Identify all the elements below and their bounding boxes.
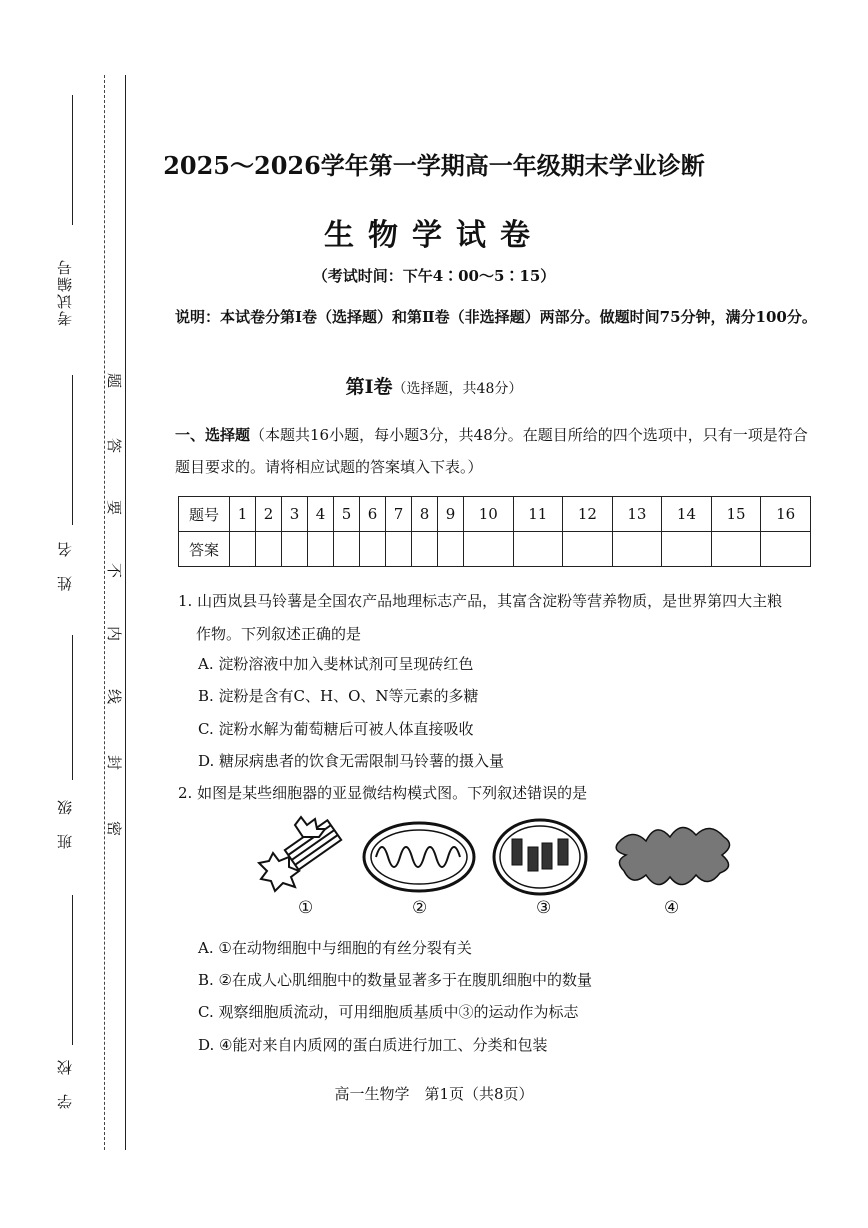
question-number: 6 (360, 497, 386, 532)
name-label: 姓 名 (56, 540, 74, 591)
answer-cell[interactable] (230, 532, 256, 567)
seal-char: 答 (105, 437, 124, 454)
part-title: 第Ⅰ卷 (345, 376, 393, 398)
seal-char: 不 (105, 562, 124, 579)
question-number: 12 (563, 497, 613, 532)
q1-option-d: D. 糖尿病患者的饮食无需限制马铃薯的摄入量 (198, 752, 505, 770)
table-row (179, 497, 811, 532)
answer-cell[interactable] (563, 532, 613, 567)
seal-char: 题 (105, 372, 124, 389)
answer-cell[interactable] (464, 532, 514, 567)
question-number: 11 (513, 497, 563, 532)
answer-cell[interactable] (282, 532, 308, 567)
q2-stem: 2. 如图是某些细胞器的亚显微结构模式图。下列叙述错误的是 (178, 784, 588, 802)
question-number: 14 (662, 497, 712, 532)
q2-option-b: B. ②在成人心肌细胞中的数量显著多于在腹肌细胞中的数量 (198, 971, 593, 989)
question-number: 10 (464, 497, 514, 532)
part-subtitle: （选择题，共48分） (392, 381, 523, 397)
seal-char: 线 (105, 688, 124, 705)
figure-label-2: ② (412, 898, 428, 918)
mitochondrion-figure (360, 815, 478, 895)
q1-option-b: B. 淀粉是含有C、H、O、N等元素的多糖 (198, 687, 479, 705)
figure-label-3: ③ (536, 898, 552, 918)
answer-cell[interactable] (386, 532, 412, 567)
answer-cell[interactable] (438, 532, 464, 567)
exam-no-label: 考试编号 (56, 258, 74, 326)
answer-cell[interactable] (308, 532, 334, 567)
answer-cell[interactable] (256, 532, 282, 567)
figure-label-1: ① (298, 898, 314, 918)
question-number: 15 (711, 497, 761, 532)
q2-option-c: C. 观察细胞质流动，可用细胞质基质中③的运动作为标志 (198, 1003, 579, 1021)
question-number: 2 (256, 497, 282, 532)
row-header: 答案 (179, 532, 230, 567)
section-label: 一、选择题 (175, 426, 251, 444)
question-number: 16 (761, 497, 811, 532)
answer-cell[interactable] (513, 532, 563, 567)
q2-option-d: D. ④能对来自内质网的蛋白质进行加工、分类和包装 (198, 1036, 548, 1054)
exam-title: 2025～2026学年第一学期高一年级期末学业诊断 (163, 151, 705, 180)
answer-cell[interactable] (761, 532, 811, 567)
figure-label-4: ④ (664, 898, 680, 918)
seal-char: 封 (105, 754, 124, 771)
table-row (179, 532, 811, 567)
instructions: 说明：本试卷分第Ⅰ卷（选择题）和第Ⅱ卷（非选择题）两部分。做题时间75分钟，满分100分。 (175, 308, 817, 326)
q1-option-a: A. 淀粉溶液中加入斐林试剂可呈现砖红色 (198, 655, 474, 673)
q1-option-c: C. 淀粉水解为葡萄糖后可被人体直接吸收 (198, 720, 474, 738)
exam-time: （考试时间：下午4∶00～5∶15） (312, 267, 556, 285)
page-footer: 高一生物学 第1页（共8页） (334, 1085, 534, 1103)
answer-cell[interactable] (711, 532, 761, 567)
answer-cell[interactable] (612, 532, 662, 567)
seal-char: 密 (105, 820, 124, 837)
answer-table (178, 496, 811, 567)
q1-stem-line: 作物。下列叙述正确的是 (196, 625, 362, 643)
centriole-figure (255, 815, 355, 895)
section-instructions (175, 419, 815, 483)
q2-option-a: A. ①在动物细胞中与细胞的有丝分裂有关 (198, 939, 472, 957)
subject-title: 生物学试卷 (324, 218, 544, 253)
answer-cell[interactable] (360, 532, 386, 567)
question-number: 13 (612, 497, 662, 532)
question-number: 5 (334, 497, 360, 532)
school-label: 学 校 (56, 1058, 74, 1109)
question-number: 3 (282, 497, 308, 532)
golgi-figure (612, 815, 740, 897)
answer-cell[interactable] (412, 532, 438, 567)
question-number: 8 (412, 497, 438, 532)
class-label: 班 级 (56, 798, 74, 849)
school-blank[interactable] (72, 895, 73, 1045)
question-number: 7 (386, 497, 412, 532)
answer-cell[interactable] (334, 532, 360, 567)
class-blank[interactable] (72, 635, 73, 780)
answer-cell[interactable] (662, 532, 712, 567)
seal-char: 要 (105, 499, 124, 516)
row-header: 题号 (179, 497, 230, 532)
chloroplast-figure (490, 815, 590, 897)
q1-stem (178, 585, 818, 651)
q1-stem-line: 1. 山西岚县马铃薯是全国农产品地理标志产品，其富含淀粉等营养物质，是世界第四大主粮 (178, 592, 783, 610)
question-number: 4 (308, 497, 334, 532)
seal-char: 内 (105, 625, 124, 642)
question-number: 9 (438, 497, 464, 532)
part-heading (0, 372, 868, 399)
section-text: （本题共16小题，每小题3分，共48分。在题目所给的四个选项中，只有一项是符合题目要求的。请将相应试题的答案填入下表。） (175, 426, 808, 476)
question-number: 1 (230, 497, 256, 532)
